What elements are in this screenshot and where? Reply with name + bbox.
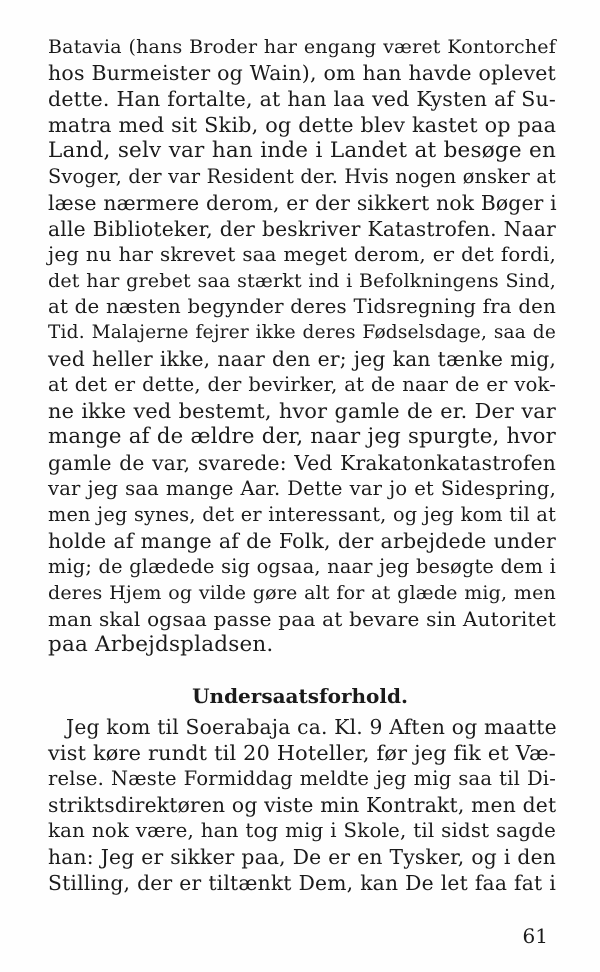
text-line: mange af de ældre der, naar jeg spurgte, hvor [48, 424, 556, 449]
text-line: Jeg kom til Soerabaja ca. Kl. 9 Aften og maatte [66, 715, 557, 739]
text-line: Land, selv var han inde i Landet at besøge en [48, 138, 556, 163]
text-line: men jeg synes, det er interessant, og jeg kom til at [48, 503, 556, 526]
text-line: vist køre rundt til 20 Hoteller, før jeg fik et Væ- [48, 741, 556, 765]
text-line: Batavia (hans Broder har engang været Kontorchef [48, 36, 556, 58]
text-line: at det er dette, der bevirker, at de naar de er vok- [48, 373, 556, 396]
text-line: dette. Han fortalte, at han laa ved Kysten af Su- [48, 87, 556, 111]
text-line: paa Arbejdspladsen. [48, 632, 274, 657]
text-line: var jeg saa mange Aar. Dette var jo et Sidespring, [48, 477, 556, 500]
section-heading: Undersaatsforhold. [192, 684, 408, 708]
text-line: relse. Næste Formiddag meldte jeg mig saa til Di- [48, 767, 556, 790]
text-line: ved heller ikke, naar den er; jeg kan tænke mig, [48, 347, 556, 371]
text-line: hos Burmeister og Wain), om han havde oplevet [48, 61, 556, 85]
text-line: holde af mange af de Folk, der arbejdede under [48, 529, 556, 553]
text-line: striktsdirektøren og viste min Kontrakt, men det [48, 793, 557, 817]
text-line: man skal ogsaa passe paa at bevare sin Autoritet [48, 607, 556, 631]
text-line: gamle de var, svarede: Ved Krakatonkatastrofen [48, 451, 556, 475]
text-line: kan nok være, han tog mig i Skole, til sidst sagde [48, 819, 556, 842]
text-line: matra med sit Skib, og dette blev kastet op paa [48, 113, 557, 137]
text-line: han: Jeg er sikker paa, De er en Tysker, og i den [48, 845, 556, 869]
text-line: deres Hjem og vilde gøre alt for at glæde mig, men [48, 582, 556, 604]
page-number: 61 [522, 924, 548, 948]
text-line: jeg nu har skrevet saa meget derom, er det fordi, [48, 243, 556, 266]
text-line: Svoger, der var Resident der. Hvis nogen ønsker at [48, 165, 556, 188]
text-line: Tid. Malajerne fejrer ikke deres Fødselsdage, saa de [48, 322, 556, 343]
text-line: ne ikke ved bestemt, hvor gamle de er. Der var [48, 399, 556, 423]
text-line: alle Biblioteker, der beskriver Katastrofen. Naar [48, 217, 556, 241]
text-line: det har grebet saa stærkt ind i Befolkningens Sind, [48, 270, 556, 292]
text-line: Stilling, der er tiltænkt Dem, kan De let faa fat i [48, 871, 556, 895]
text-line: at de næsten begynder deres Tidsregning fra den [48, 295, 556, 318]
text-line: mig; de glædede sig ogsaa, naar jeg besøgte dem i [48, 555, 556, 578]
text-line: læse nærmere derom, er der sikkert nok Bøger i [48, 191, 557, 215]
